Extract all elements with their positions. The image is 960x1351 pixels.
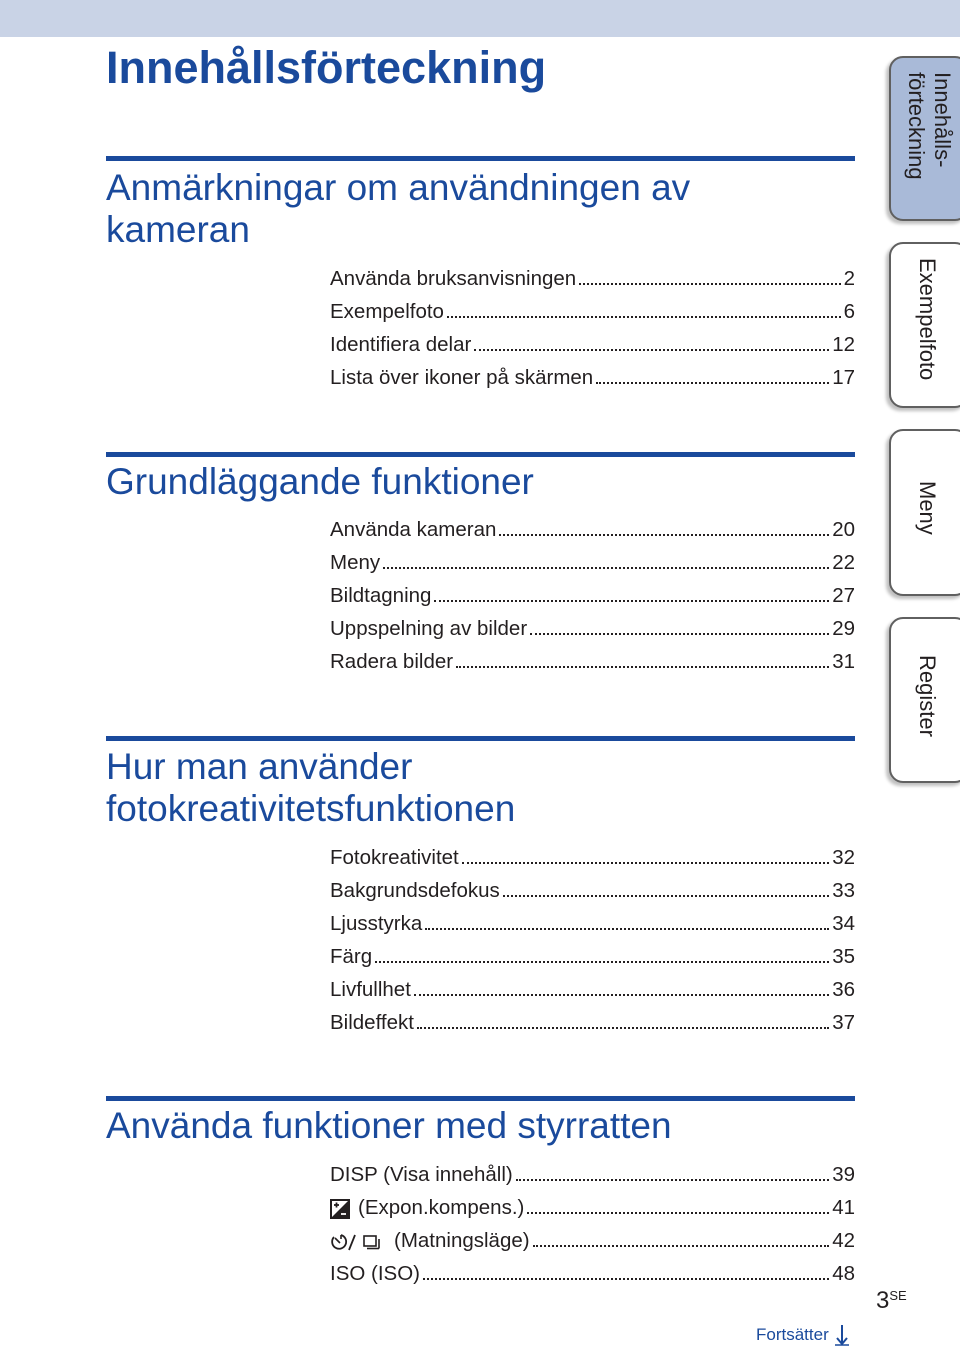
tab-label: Exempelfoto — [915, 258, 940, 381]
toc-entry-label: (Matningsläge) — [394, 1229, 530, 1252]
toc-entry[interactable] — [330, 297, 855, 327]
leader-dots — [462, 862, 829, 864]
toc-entry[interactable] — [330, 548, 855, 578]
toc-entry-page: 37 — [832, 1011, 855, 1034]
toc-entry-label: Lista över ikoner på skärmen — [330, 366, 594, 389]
continue-label: Fortsätter — [756, 1325, 829, 1344]
toc-entry-label: Uppspelning av bilder — [330, 617, 528, 640]
toc-entry-page: 22 — [832, 551, 855, 574]
tab-exempelfoto[interactable] — [889, 242, 960, 408]
toc-entry-label: Bildtagning — [330, 584, 432, 607]
toc-entry-page: 41 — [832, 1196, 855, 1219]
toc-entry[interactable] — [330, 975, 855, 1005]
toc-entry-label: Exempelfoto — [330, 300, 444, 323]
toc-entry-label: Använda bruksanvisningen — [330, 267, 577, 290]
toc-entry-label: (Expon.kompens.) — [358, 1196, 525, 1219]
leader-dots — [499, 534, 829, 536]
leader-dots — [530, 633, 829, 635]
toc-entry-page: 34 — [832, 912, 855, 935]
section-title: Hur man använder fotokreativitetsfunktionen — [106, 746, 516, 829]
leader-dots — [527, 1212, 829, 1214]
exposure-compensation-icon — [330, 1198, 350, 1218]
toc-entry-page: 20 — [832, 518, 855, 541]
leader-dots — [414, 994, 829, 996]
toc-entry[interactable] — [330, 1008, 855, 1038]
self-timer-burst-icon — [330, 1231, 386, 1251]
toc-entry-label: Identifiera delar — [330, 333, 472, 356]
toc-entry[interactable] — [330, 363, 855, 393]
leader-dots — [474, 349, 829, 351]
top-bar — [0, 0, 960, 37]
tab-meny[interactable] — [889, 429, 960, 596]
toc-entry-page: 6 — [843, 300, 855, 323]
arrow-down-icon — [835, 1324, 849, 1346]
toc-entry-label: Ljusstyrka — [330, 912, 423, 935]
toc-entry[interactable] — [330, 843, 855, 873]
leader-dots — [375, 961, 829, 963]
toc-entry-label: Använda kameran — [330, 518, 497, 541]
toc-entry-page: 42 — [832, 1229, 855, 1252]
toc-entry-label: Radera bilder — [330, 650, 454, 673]
toc-entry-label: DISP (Visa innehåll) — [330, 1163, 513, 1186]
page-title: Innehållsförteckning — [106, 42, 547, 93]
section-title: Använda funktioner med styrratten — [106, 1105, 672, 1146]
tab-label: Innehålls- förteckning — [904, 72, 955, 180]
toc-entry-page: 36 — [832, 978, 855, 1001]
page-number-suffix: SE — [889, 1288, 907, 1303]
toc-entry-label: Bakgrundsdefokus — [330, 879, 500, 902]
toc-entry-page: 33 — [832, 879, 855, 902]
toc-entry-page: 31 — [832, 650, 855, 673]
section-rule — [106, 156, 855, 161]
toc-entry-label: Meny — [330, 551, 381, 574]
toc-entry[interactable] — [330, 1193, 855, 1223]
page-number — [876, 1287, 907, 1315]
toc-entry[interactable] — [330, 581, 855, 611]
toc-entry-page: 2 — [843, 267, 855, 290]
toc-entry-label: Bildeffekt — [330, 1011, 414, 1034]
toc-entry[interactable] — [330, 1226, 855, 1256]
leader-dots — [423, 1278, 829, 1280]
toc-entry[interactable] — [330, 330, 855, 360]
toc-entry-label: Fotokreativitet — [330, 846, 459, 869]
leader-dots — [434, 600, 829, 602]
section-rule — [106, 452, 855, 457]
tab-register[interactable] — [889, 617, 960, 783]
leader-dots — [596, 382, 829, 384]
toc-entry-page: 35 — [832, 945, 855, 968]
toc-entry[interactable] — [330, 909, 855, 939]
leader-dots — [417, 1027, 829, 1029]
section-rule — [106, 1096, 855, 1101]
toc-entry-page: 12 — [832, 333, 855, 356]
toc-entry-page: 29 — [832, 617, 855, 640]
tab-label: Register — [915, 655, 940, 737]
toc-entry[interactable] — [330, 942, 855, 972]
section-rule — [106, 736, 855, 741]
toc-entry-label: Livfullhet — [330, 978, 411, 1001]
toc-entry[interactable] — [330, 1160, 855, 1190]
toc-entry[interactable] — [330, 264, 855, 294]
toc-entry-label: ISO (ISO) — [330, 1262, 420, 1285]
section-title: Grundläggande funktioner — [106, 461, 534, 502]
toc-entry[interactable] — [330, 1259, 855, 1289]
leader-dots — [533, 1245, 830, 1247]
section-title: Anmärkningar om användningen av kameran — [106, 167, 691, 250]
toc-entry-label: Färg — [330, 945, 373, 968]
leader-dots — [425, 928, 829, 930]
leader-dots — [456, 666, 829, 668]
leader-dots — [383, 567, 829, 569]
toc-entry-page: 27 — [832, 584, 855, 607]
leader-dots — [579, 283, 840, 285]
toc-entry[interactable] — [330, 515, 855, 545]
toc-entry[interactable] — [330, 647, 855, 677]
toc-entry-page: 17 — [832, 366, 855, 389]
toc-entry[interactable] — [330, 876, 855, 906]
leader-dots — [516, 1179, 829, 1181]
toc-entry-page: 39 — [832, 1163, 855, 1186]
leader-dots — [447, 316, 841, 318]
toc-entry[interactable] — [330, 614, 855, 644]
toc-entry-page: 48 — [832, 1262, 855, 1285]
tab-label: Meny — [915, 481, 940, 535]
continue-link[interactable] — [756, 1324, 849, 1346]
page-number-value: 3 — [876, 1287, 890, 1314]
tab-innehallsforteckning[interactable] — [889, 56, 960, 221]
leader-dots — [503, 895, 829, 897]
toc-entry-page: 32 — [832, 846, 855, 869]
